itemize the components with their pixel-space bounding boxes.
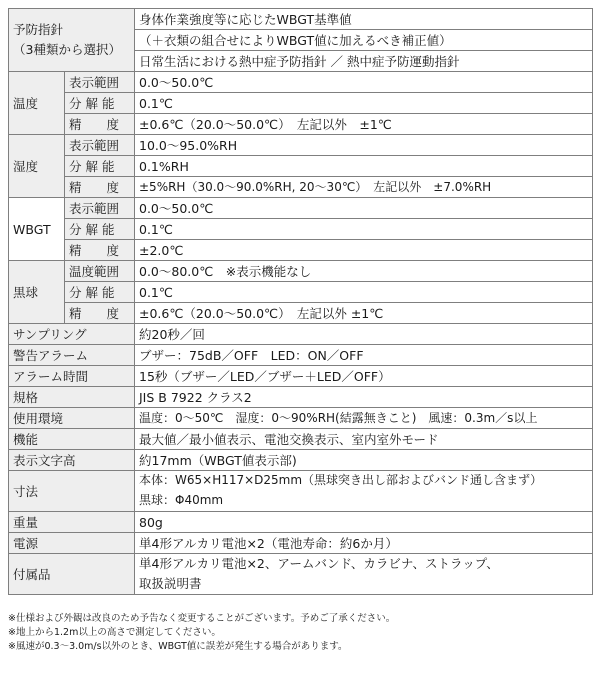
table-row: [9, 177, 593, 198]
table-row-standard: [9, 387, 593, 408]
table-row-alarm-time: [9, 366, 593, 387]
spec-table: [8, 8, 593, 595]
spec-label: 付属品: [9, 554, 135, 595]
spec-label: 規格: [9, 387, 135, 408]
sub-label: 表示範囲: [65, 135, 135, 156]
group-label-temperature: 温度: [9, 72, 65, 135]
spec-value: 温度：0～50℃ 湿度：0～90%RH(結露無きこと) 風速：0.3m／s以上: [135, 408, 593, 429]
group-value: ±5%RH（30.0～90.0%RH, 20～30℃） 左記以外 ±7.0%RH: [135, 177, 593, 198]
sub-label: 分 解 能: [65, 282, 135, 303]
group-value: ±0.6℃（20.0～50.0℃） 左記以外 ±1℃: [135, 303, 593, 324]
group-value: 0.0～80.0℃ ※表示機能なし: [135, 261, 593, 282]
spec-value-line: 黒球：Φ40mm: [139, 493, 224, 507]
table-row: [9, 114, 593, 135]
spec-label: サンプリング: [9, 324, 135, 345]
spec-label: 表示文字高: [9, 450, 135, 471]
spec-value: 約17mm（WBGT値表示部): [135, 450, 593, 471]
footnotes: [8, 612, 598, 654]
group-value: 0.1℃: [135, 93, 593, 114]
table-row-dimensions: [9, 471, 593, 512]
prevention-value-1: 身体作業強度等に応じたWBGT基準値: [135, 9, 593, 30]
table-row-prevention: [9, 9, 593, 30]
group-value: 0.0～50.0℃: [135, 72, 593, 93]
spec-value: [135, 554, 593, 595]
table-row-alarm: [9, 345, 593, 366]
sub-label: 分 解 能: [65, 93, 135, 114]
group-value: 10.0～95.0%RH: [135, 135, 593, 156]
footnote: ※風速が0.3～3.0m/s以外のとき、WBGT値に誤差が発生する場合があります。: [8, 641, 348, 652]
table-row: [9, 93, 593, 114]
group-value: ±2.0℃: [135, 240, 593, 261]
spec-value-line: 本体：W65×H117×D25mm（黒球突き出し部およびバンド通し含まず）: [139, 473, 543, 487]
spec-value: ブザー：75dB／OFF LED：ON／OFF: [135, 345, 593, 366]
group-label-wbgt: WBGT: [9, 198, 65, 261]
spec-value-line: 単4形アルカリ電池×2、アームバンド、カラビナ、ストラップ、: [139, 556, 499, 571]
spec-value: 80g: [135, 512, 593, 533]
table-row-char-height: [9, 450, 593, 471]
table-row-power: [9, 533, 593, 554]
table-row: [9, 198, 593, 219]
table-row: [9, 72, 593, 93]
spec-value: 15秒（ブザー／LED／ブザー＋LED／OFF）: [135, 366, 593, 387]
sub-label: 分 解 能: [65, 219, 135, 240]
table-row: [9, 240, 593, 261]
prevention-label-line1: 予防指針: [13, 22, 64, 37]
sub-label: 精 度: [65, 177, 135, 198]
table-row-environment: [9, 408, 593, 429]
footnote: ※地上から1.2m以上の高さで測定してください。: [8, 627, 221, 638]
table-row-weight: [9, 512, 593, 533]
sub-label: 精 度: [65, 303, 135, 324]
spec-value: JIS B 7922 クラス2: [135, 387, 593, 408]
table-row-function: [9, 429, 593, 450]
prevention-value-3: 日常生活における熱中症予防指針 ／ 熱中症予防運動指針: [135, 51, 593, 72]
sub-label: 表示範囲: [65, 72, 135, 93]
table-row: [9, 219, 593, 240]
sub-label: 表示範囲: [65, 198, 135, 219]
group-label-humidity: 湿度: [9, 135, 65, 198]
spec-value: 単4形アルカリ電池×2（電池寿命：約6か月）: [135, 533, 593, 554]
sub-label: 精 度: [65, 240, 135, 261]
table-row-accessories: [9, 554, 593, 595]
spec-label: 寸法: [9, 471, 135, 512]
spec-label: 使用環境: [9, 408, 135, 429]
spec-label: 警告アラーム: [9, 345, 135, 366]
prevention-label: [9, 9, 135, 72]
spec-label: 機能: [9, 429, 135, 450]
group-value: 0.1℃: [135, 219, 593, 240]
sub-label: 精 度: [65, 114, 135, 135]
spec-value: 約20秒／回: [135, 324, 593, 345]
table-row: [9, 261, 593, 282]
spec-value-line: 取扱説明書: [139, 576, 202, 591]
spec-label: アラーム時間: [9, 366, 135, 387]
sub-label: 分 解 能: [65, 156, 135, 177]
spec-label: 重量: [9, 512, 135, 533]
table-row: [9, 303, 593, 324]
footnote: ※仕様および外観は改良のため予告なく変更することがございます。予めご了承ください。: [8, 613, 396, 624]
table-row: [9, 135, 593, 156]
spec-value: 最大値／最小値表示、電池交換表示、室内室外モード: [135, 429, 593, 450]
sub-label: 温度範囲: [65, 261, 135, 282]
group-value: 0.0～50.0℃: [135, 198, 593, 219]
group-value: 0.1%RH: [135, 156, 593, 177]
group-label-globe: 黒球: [9, 261, 65, 324]
spec-value: [135, 471, 593, 512]
group-value: ±0.6℃（20.0～50.0℃） 左記以外 ±1℃: [135, 114, 593, 135]
spec-label: 電源: [9, 533, 135, 554]
table-row-sampling: [9, 324, 593, 345]
prevention-value-2: （＋衣類の組合せによりWBGT値に加えるべき補正値）: [135, 30, 593, 51]
table-row: [9, 156, 593, 177]
table-row: [9, 282, 593, 303]
group-value: 0.1℃: [135, 282, 593, 303]
prevention-label-line2: （3種類から選択）: [13, 42, 121, 57]
